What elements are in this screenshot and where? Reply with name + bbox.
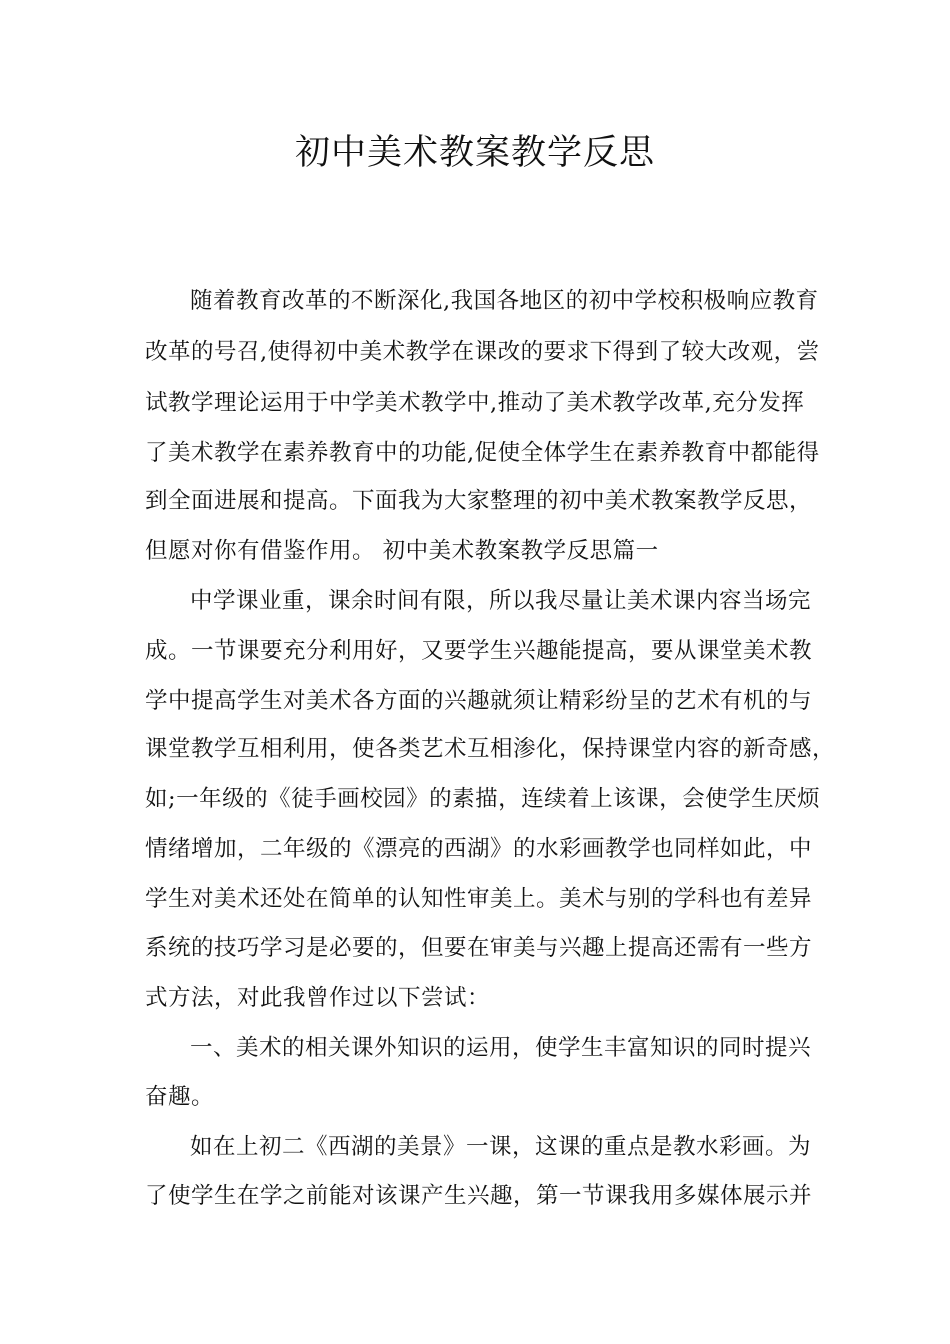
paragraph-line: 学中提高学生对美术各方面的兴趣就须让精彩纷呈的艺术有机的与	[145, 688, 813, 714]
paragraph-line: 奋趣。	[145, 1084, 215, 1110]
paragraph-line: 系统的技巧学习是必要的，但要在审美与兴趣上提高还需有一些方	[145, 935, 813, 961]
paragraph-line: 中学课业重，课余时间有限，所以我尽量让美术课内容当场完	[190, 588, 812, 614]
paragraph-line: 了美术教学在素养教育中的功能,促使全体学生在素养教育中都能得	[145, 440, 820, 466]
paragraph-line: 改革的号召,使得初中美术教学在课改的要求下得到了较大改观，尝	[145, 339, 820, 365]
paragraph-line: 式方法，对此我曾作过以下尝试：	[145, 985, 491, 1011]
paragraph-line: 一、美术的相关课外知识的运用，使学生丰富知识的同时提兴	[190, 1035, 812, 1061]
paragraph-line: 到全面进展和提高。下面我为大家整理的初中美术教案教学反思，	[145, 488, 813, 514]
paragraph-line: 如;一年级的《徒手画校园》的素描，连续着上该课，会使学生厌烦	[145, 786, 821, 812]
paragraph-line: 了使学生在学之前能对该课产生兴趣，第一节课我用多媒体展示并	[145, 1183, 813, 1209]
paragraph-line: 随着教育改革的不断深化,我国各地区的初中学校积极响应教育	[190, 288, 819, 314]
paragraph-line: 如在上初二《西湖的美景》一课，这课的重点是教水彩画。为	[190, 1134, 812, 1160]
paragraph-line: 课堂教学互相利用，使各类艺术互相渗化，保持课堂内容的新奇感，	[145, 736, 836, 762]
paragraph-line: 但愿对你有借鉴作用。 初中美术教案教学反思篇一	[145, 538, 659, 564]
paragraph-line: 试教学理论运用于中学美术教学中,推动了美术教学改革,充分发挥	[145, 390, 805, 416]
paragraph-line: 情绪增加，二年级的《漂亮的西湖》的水彩画教学也同样如此，中	[145, 836, 813, 862]
document-title: 初中美术教案教学反思	[294, 133, 655, 173]
paragraph-line: 成。一节课要充分利用好，又要学生兴趣能提高，要从课堂美术教	[145, 638, 813, 664]
paragraph-line: 学生对美术还处在简单的认知性审美上。美术与别的学科也有差异	[145, 886, 813, 912]
